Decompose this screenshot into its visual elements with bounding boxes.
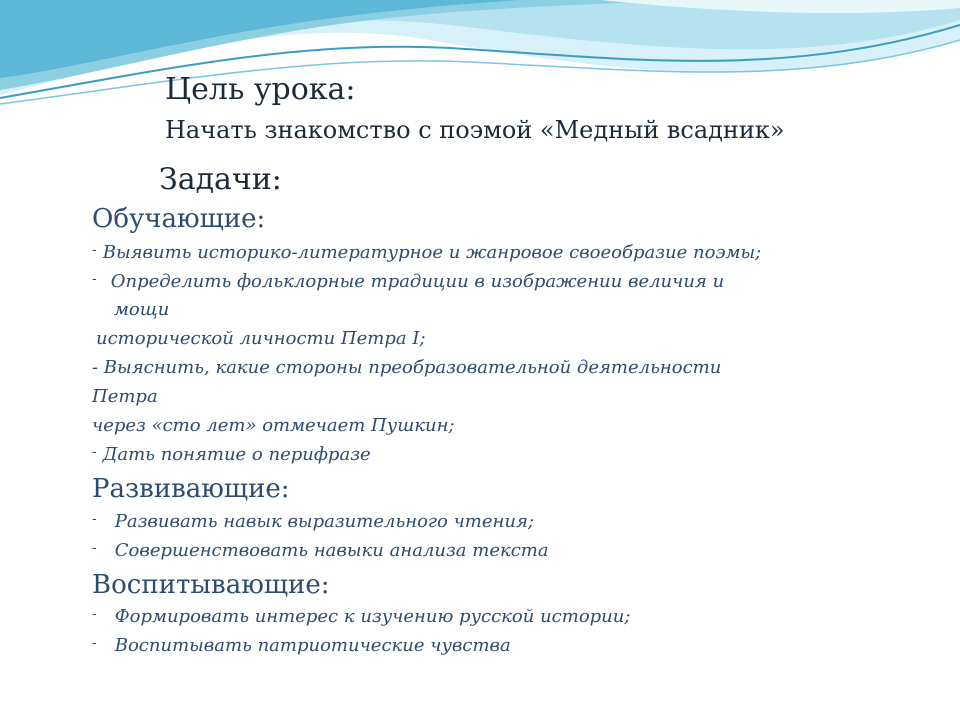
list-item-text: Дать понятие о перифразе <box>102 444 371 465</box>
list-item <box>92 635 511 656</box>
list-item <box>92 606 630 627</box>
bullet-dash: - <box>92 444 97 460</box>
list-item-text: Совершенствовать навыки анализа текста <box>114 540 549 561</box>
list-item <box>92 242 761 263</box>
list-item <box>92 271 724 292</box>
list-item-continuation: через «сто лет» отмечает Пушкин; <box>92 415 455 436</box>
tasks-title: Задачи: <box>159 162 282 197</box>
bullet-dash: - <box>92 242 97 258</box>
list-item-continuation: исторической личности Петра I; <box>96 328 426 349</box>
list-item-text: Определить фольклорные традиции в изображении величия и <box>110 271 725 292</box>
bullet-dash: - <box>92 540 97 556</box>
list-item-continuation: мощи <box>114 299 170 320</box>
list-item <box>92 540 549 561</box>
goal-title: Цель урока: <box>165 72 356 107</box>
bullet-dash: - <box>92 511 97 527</box>
goal-text: Начать знакомство с поэмой «Медный всадник» <box>165 116 785 144</box>
list-item-text: Формировать интерес к изучению русской истории; <box>114 606 631 627</box>
bullet-dash: - <box>92 635 97 651</box>
section-developing-title: Развивающие: <box>92 474 290 504</box>
header-wave-decoration <box>0 0 960 120</box>
section-educating-title: Воспитывающие: <box>92 570 330 600</box>
list-item-continuation: Петра <box>92 386 158 407</box>
list-item-text: Выявить историко-литературное и жанровое своеобразие поэмы; <box>102 242 762 263</box>
bullet-dash: - <box>92 271 97 287</box>
section-teaching-title: Обучающие: <box>92 204 266 234</box>
list-item-text: Развивать навык выразительного чтения; <box>114 511 534 532</box>
list-item <box>92 511 534 532</box>
list-item <box>92 444 371 465</box>
list-item-text: Воспитывать патриотические чувства <box>114 635 511 656</box>
bullet-dash: - <box>92 606 97 622</box>
list-item: - Выяснить, какие стороны преобразовательной деятельности <box>92 357 722 378</box>
